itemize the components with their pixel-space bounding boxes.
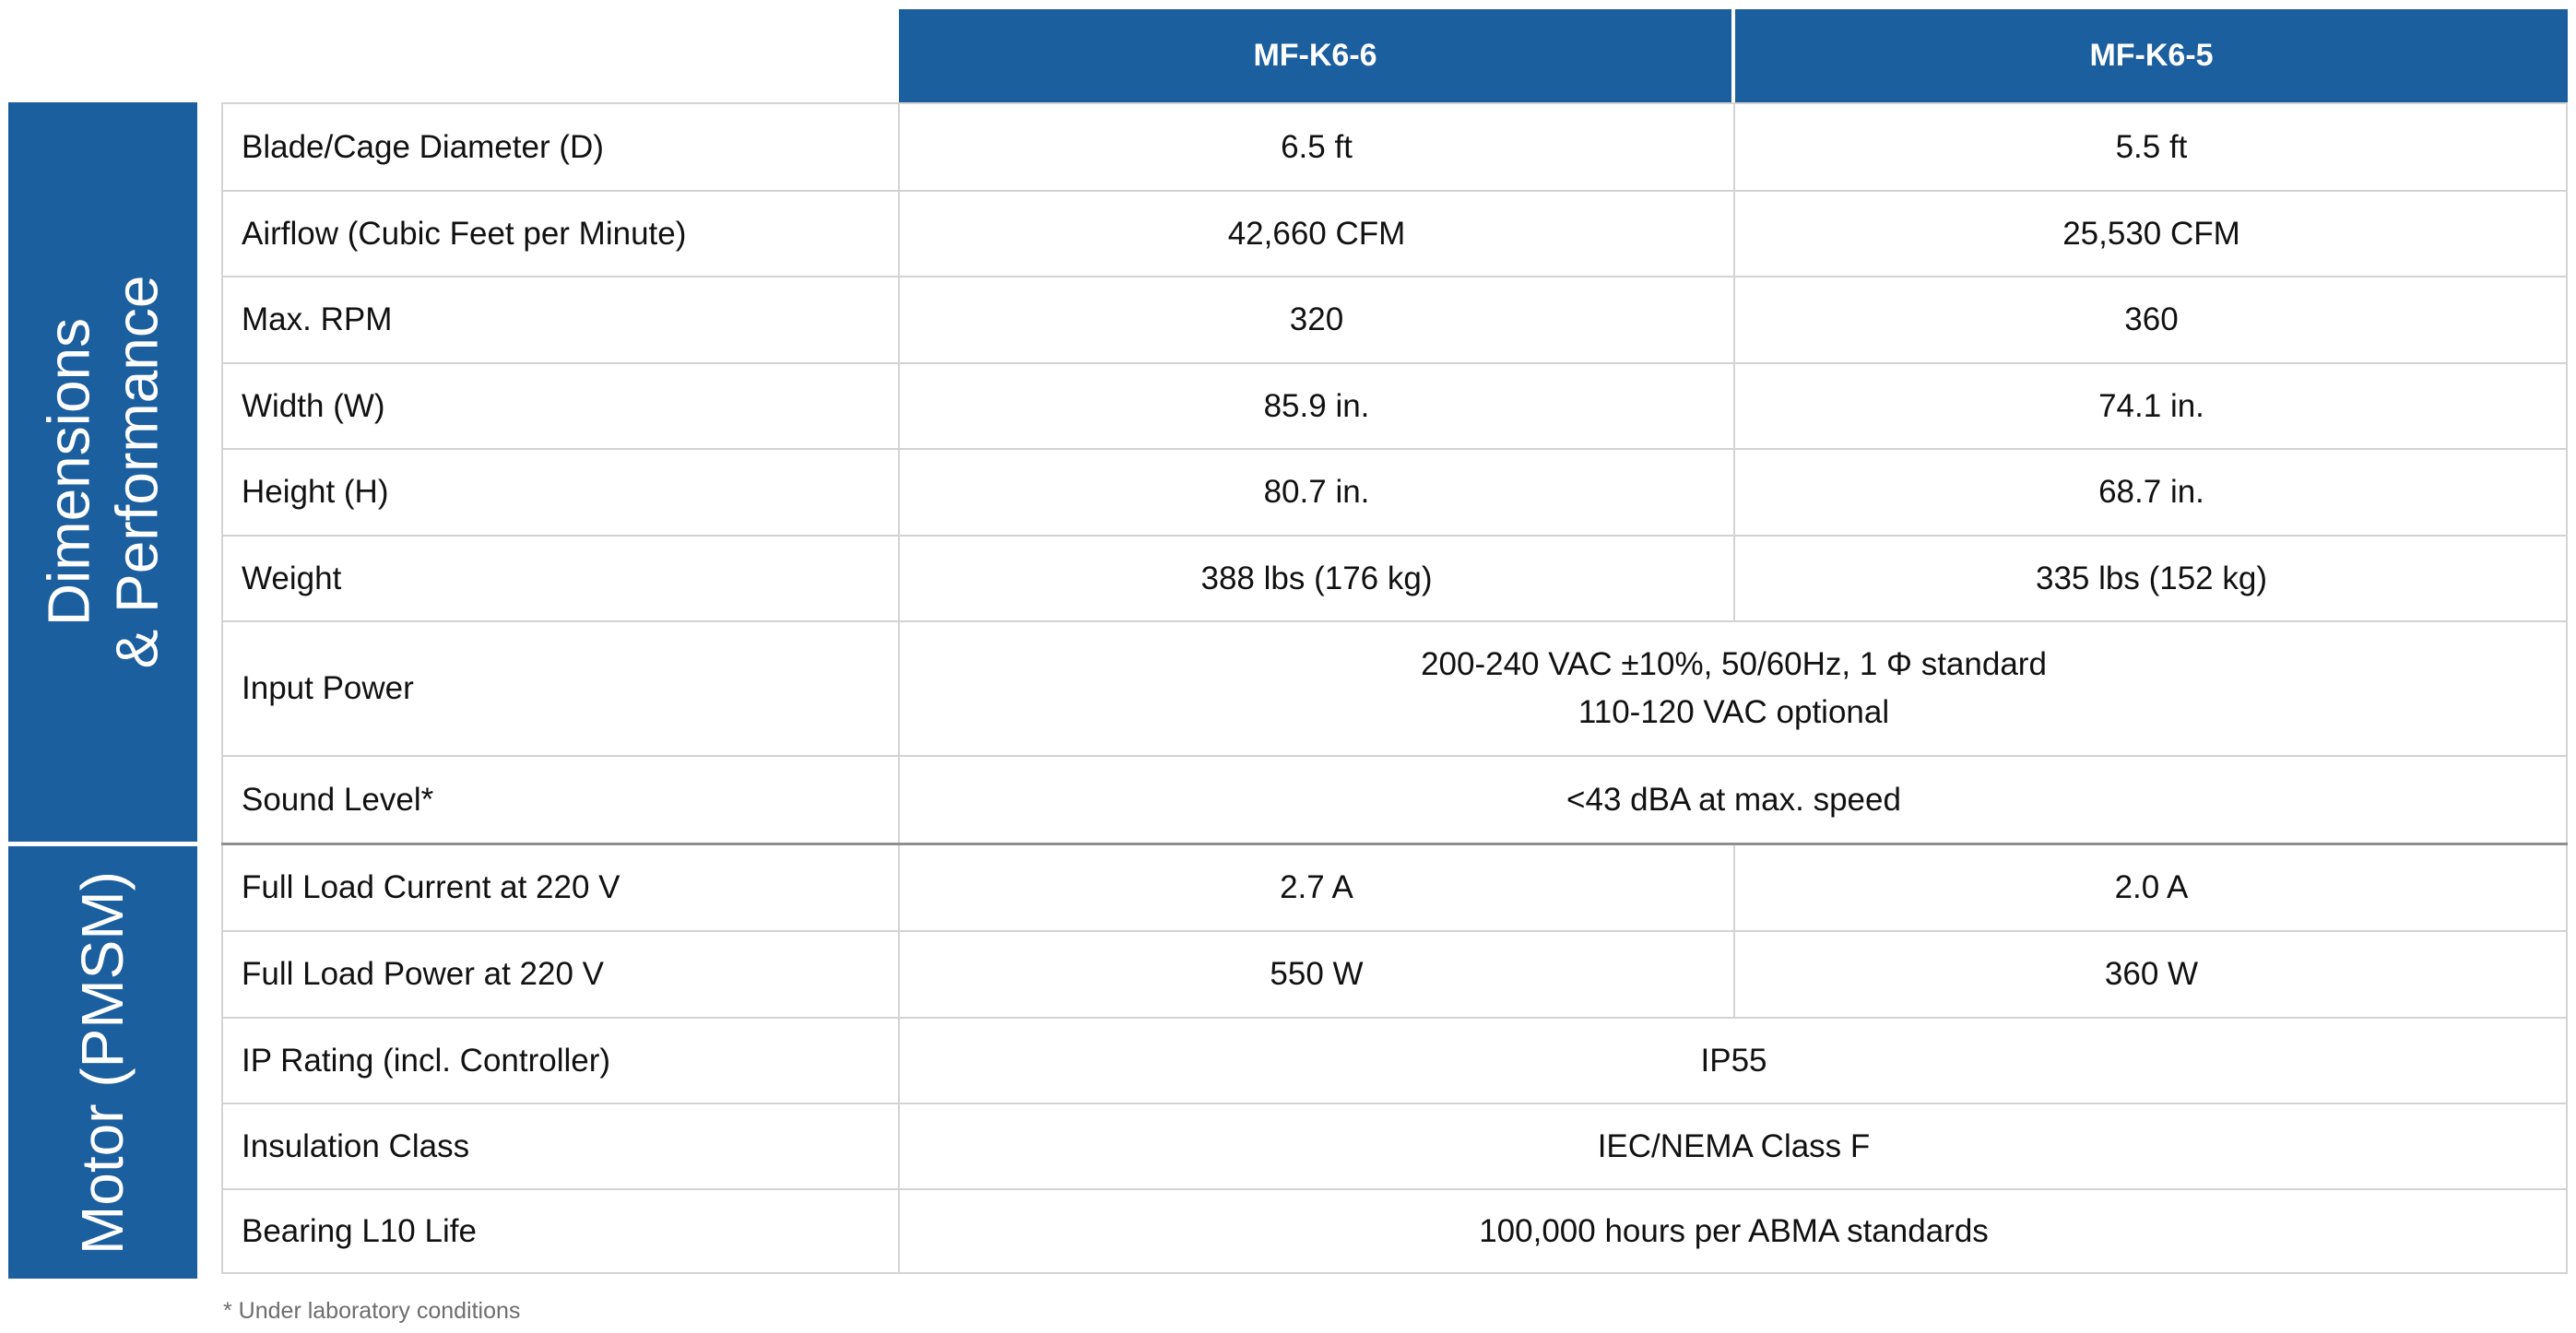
table-row bbox=[221, 190, 2568, 276]
table-row bbox=[221, 448, 2568, 535]
row-label: Bearing L10 Life bbox=[221, 1190, 898, 1272]
table-row bbox=[221, 843, 2568, 930]
value-cell: 74.1 in. bbox=[1733, 364, 2568, 448]
table-right-border bbox=[2566, 845, 2568, 930]
value-cell-spanning bbox=[898, 757, 2568, 843]
row-label: Blade/Cage Diameter (D) bbox=[221, 104, 898, 190]
row-label: IP Rating (incl. Controller) bbox=[221, 1019, 898, 1103]
table-right-border bbox=[2566, 757, 2568, 843]
value-cell: 388 lbs (176 kg) bbox=[898, 537, 1733, 620]
row-label: Insulation Class bbox=[221, 1104, 898, 1188]
row-label: Airflow (Cubic Feet per Minute) bbox=[221, 192, 898, 276]
table-row bbox=[221, 535, 2568, 620]
table-row bbox=[221, 930, 2568, 1017]
value-cell-spanning bbox=[898, 1190, 2568, 1272]
value-cell: 85.9 in. bbox=[898, 364, 1733, 448]
row-label: Weight bbox=[221, 537, 898, 620]
value-cell: 5.5 ft bbox=[1733, 104, 2568, 190]
table-right-border bbox=[2566, 104, 2568, 190]
value-cell: 360 W bbox=[1733, 932, 2568, 1017]
row-label: Max. RPM bbox=[221, 277, 898, 362]
value-line: <43 dBA at max. speed bbox=[1566, 781, 1901, 818]
value-cell: 550 W bbox=[898, 932, 1733, 1017]
table-right-border bbox=[2566, 277, 2568, 362]
section-title-line: & Performance bbox=[102, 275, 170, 669]
value-line: 200-240 VAC ±10%, 50/60Hz, 1 Φ standard bbox=[1421, 646, 2047, 682]
value-line: 110-120 VAC optional bbox=[1578, 694, 1890, 730]
table-right-border bbox=[2566, 192, 2568, 276]
table-row bbox=[221, 755, 2568, 843]
row-label: Full Load Current at 220 V bbox=[221, 845, 898, 930]
value-cell-spanning bbox=[898, 622, 2568, 755]
table-right-border bbox=[2566, 450, 2568, 535]
table-right-border bbox=[2566, 1019, 2568, 1103]
value-cell: 320 bbox=[898, 277, 1733, 362]
value-cell: 80.7 in. bbox=[898, 450, 1733, 535]
table-row bbox=[221, 1103, 2568, 1188]
table-right-border bbox=[2566, 1190, 2568, 1272]
table-right-border bbox=[2566, 1104, 2568, 1188]
section-title-line: Dimensions bbox=[34, 317, 101, 627]
table-right-border bbox=[2566, 932, 2568, 1017]
value-line: IP55 bbox=[1700, 1042, 1767, 1079]
value-cell: 42,660 CFM bbox=[898, 192, 1733, 276]
row-label: Full Load Power at 220 V bbox=[221, 932, 898, 1017]
section-title-line: Motor (PMSM) bbox=[68, 870, 136, 1255]
value-line: 100,000 hours per ABMA standards bbox=[1479, 1212, 1989, 1249]
value-cell: 68.7 in. bbox=[1733, 450, 2568, 535]
footnote: * Under laboratory conditions bbox=[223, 1298, 521, 1324]
value-cell-spanning bbox=[898, 1104, 2568, 1188]
spec-table bbox=[221, 102, 2568, 1274]
value-cell: 360 bbox=[1733, 277, 2568, 362]
table-row bbox=[221, 102, 2568, 190]
row-label: Height (H) bbox=[221, 450, 898, 535]
value-cell: 335 lbs (152 kg) bbox=[1733, 537, 2568, 620]
value-cell: 2.7 A bbox=[898, 845, 1733, 930]
section-label-motor-pmsm bbox=[8, 846, 197, 1279]
table-row bbox=[221, 362, 2568, 448]
column-header-mf-k6-5: MF-K6-5 bbox=[1735, 9, 2568, 102]
table-row bbox=[221, 620, 2568, 755]
table-right-border bbox=[2566, 622, 2568, 755]
section-label-dimensions-performance bbox=[8, 102, 197, 842]
table-row bbox=[221, 1188, 2568, 1274]
table-right-border bbox=[2566, 537, 2568, 620]
value-cell-spanning bbox=[898, 1019, 2568, 1103]
value-cell: 25,530 CFM bbox=[1733, 192, 2568, 276]
table-row bbox=[221, 1017, 2568, 1103]
row-label: Input Power bbox=[221, 622, 898, 755]
row-label: Sound Level* bbox=[221, 757, 898, 843]
row-label: Width (W) bbox=[221, 364, 898, 448]
value-cell: 2.0 A bbox=[1733, 845, 2568, 930]
section-title bbox=[69, 871, 137, 1255]
table-right-border bbox=[2566, 364, 2568, 448]
value-line: IEC/NEMA Class F bbox=[1597, 1127, 1871, 1164]
value-cell: 6.5 ft bbox=[898, 104, 1733, 190]
table-row bbox=[221, 276, 2568, 362]
section-title bbox=[35, 276, 171, 669]
column-header-mf-k6-6: MF-K6-6 bbox=[899, 9, 1731, 102]
